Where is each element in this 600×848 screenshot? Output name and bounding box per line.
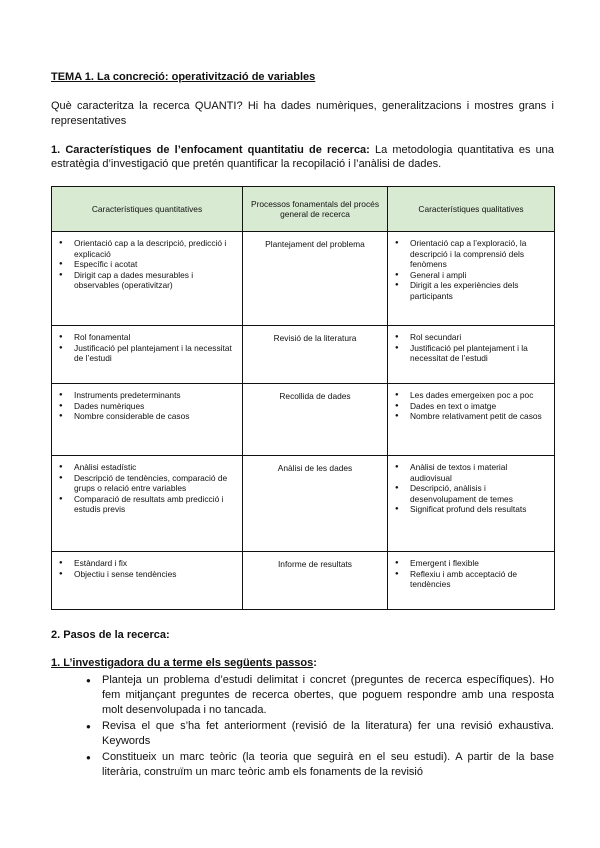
quantitative-cell (52, 552, 243, 610)
list-item: ● Descripció de tendències, comparació de grups o relació entre variables (74, 473, 236, 494)
list-item: ● Descripció, anàlisis i desenvolupament de temes (410, 483, 548, 504)
process-cell: Recollida de dades (243, 384, 388, 456)
table-row (52, 456, 555, 552)
qualitative-cell (388, 232, 555, 326)
quantitative-cell (52, 326, 243, 384)
table-header-row (52, 187, 555, 232)
list-item: ● Reflexiu i amb acceptació de tendències (410, 569, 548, 590)
list-item: ● Dirigit a les experiències dels participants (410, 280, 548, 301)
list-item: ● Instruments predeterminants (74, 390, 236, 401)
list-item: ● Les dades emergeixen poc a poc (410, 390, 548, 401)
quantitative-cell (52, 384, 243, 456)
quantitative-cell (52, 232, 243, 326)
qualitative-cell (388, 456, 555, 552)
document-page (51, 70, 554, 781)
list-item: ● Revisa el que s’ha fet anteriorment (revisió de la literatura) fer una revisió exhaustiva. Keywords (102, 719, 554, 749)
list-item: ● Dades numèriques (74, 401, 236, 412)
section-1-text: La metodologia quantitativa es una estratègia d’investigació que pretén quantificar la recopilació i l’anàlisi de dades. (51, 144, 554, 170)
qualitative-cell (388, 552, 555, 610)
section-1-paragraph (51, 143, 554, 171)
qualitative-cell (388, 326, 555, 384)
list-item: ● Rol secundari (410, 332, 548, 343)
steps-list (51, 673, 554, 780)
subheading-text: 1. L’investigadora du a terme els següents passos (51, 657, 314, 669)
list-item: ● Justificació pel plantejament i la necessitat de l’estudi (410, 343, 548, 364)
list-item: ● Nombre relativament petit de casos (410, 411, 548, 422)
list-item: ● Rol fonamental (74, 332, 236, 343)
list-item: ● Orientació cap a l’exploració, la descripció i la comprensió dels fenòmens (410, 238, 548, 270)
list-item: ● Dades en text o imatge (410, 401, 548, 412)
intro-paragraph: Què caracteritza la recerca QUANTI? Hi ha dades numèriques, generalitzacions i mostres grans i representatives (51, 100, 554, 127)
list-item: ● Estàndard i fix (74, 558, 236, 569)
process-cell: Anàlisi de les dades (243, 456, 388, 552)
list-item: ● Emergent i flexible (410, 558, 548, 569)
list-item: ● Justificació pel plantejament i la necessitat de l’estudi (74, 343, 236, 364)
process-cell: Plantejament del problema (243, 232, 388, 326)
process-cell: Revisió de la literatura (243, 326, 388, 384)
process-cell: Informe de resultats (243, 552, 388, 610)
list-item: ● Significat profund dels resultats (410, 504, 548, 515)
qualitative-cell (388, 384, 555, 456)
header-qualitative: Característiques qualitatives (388, 187, 555, 232)
section-2-heading: 2. Pasos de la recerca: (51, 629, 170, 641)
subheading-colon: : (313, 657, 317, 669)
list-item: ● Planteja un problema d’estudi delimitat i concret (preguntes de recerca específiques). Ho fem mitjançant preguntes de recerca obertes, que poguem respondre amb una resposta molt desenvolupada i no tancada. (102, 673, 554, 718)
list-item: ● Nombre considerable de casos (74, 411, 236, 422)
header-quantitative: Característiques quantitatives (52, 187, 243, 232)
quantitative-cell (52, 456, 243, 552)
table-row (52, 326, 555, 384)
list-item: ● General i ampli (410, 270, 548, 281)
characteristics-table (51, 186, 555, 610)
section-2-subheading (51, 656, 554, 670)
list-item: ● Dirigit cap a dades mesurables i observables (operativitzar) (74, 270, 236, 291)
list-item: ● Anàlisi estadístic (74, 462, 236, 473)
table-row (52, 552, 555, 610)
section-1-heading: 1. Característiques de l’enfocament quantitatiu de recerca: (51, 144, 370, 156)
document-title: TEMA 1. La concreció: operativització de variables (51, 71, 316, 83)
table-row (52, 232, 555, 326)
list-item: ● Anàlisi de textos i material audiovisual (410, 462, 548, 483)
header-processes: Processos fonamentals del procés general de recerca (243, 187, 388, 232)
list-item: ● Constitueix un marc teòric (la teoria que seguirà en el seu estudi). A partir de la base literària, construïm un marc teòric amb els fonaments de la revisió (102, 750, 554, 780)
list-item: ● Específic i acotat (74, 259, 236, 270)
table-row (52, 384, 555, 456)
list-item: ● Orientació cap a la descripció, predicció i explicació (74, 238, 236, 259)
list-item: ● Comparació de resultats amb predicció i estudis previs (74, 494, 236, 515)
list-item: ● Objectiu i sense tendències (74, 569, 236, 580)
